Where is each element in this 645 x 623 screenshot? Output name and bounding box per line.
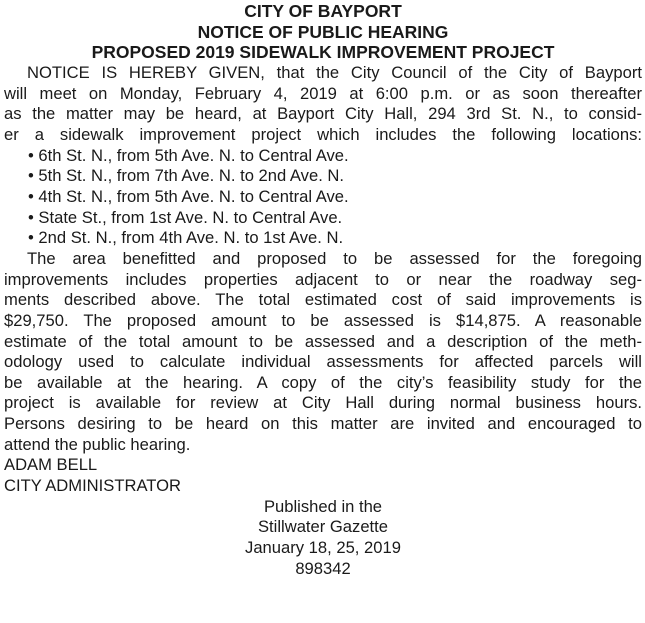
publication-dates: January 18, 25, 2019 [245,538,401,558]
list-item: • 5th St. N., from 7th Ave. N. to 2nd Ave. N. [28,166,345,186]
locations-list [4,146,642,249]
text-line: attend the public hearing. [4,434,191,454]
text-line: The area benefitted and proposed to be assessed for the foregoing [27,248,642,268]
text-line: will meet on Monday, February 4, 2019 at 6:00 p.m. or as soon thereafter [4,83,642,103]
text-line: $29,750. The proposed amount to be assessed is $14,875. A reasonable [4,310,642,330]
text-line: odology used to calculate individual assessments for affected parcels will [4,352,642,372]
signer-name: ADAM BELL [4,455,98,475]
text-line: ments described above. The total estimated cost of said improvements is [4,290,642,310]
list-item: • 4th St. N., from 5th Ave. N. to Central Ave. [28,186,349,206]
body-paragraph [4,249,642,456]
notice-number: 898342 [295,558,351,578]
city-name: CITY OF BAYPORT [244,1,402,21]
publication-info [4,497,642,580]
text-line: as the matter may be heard, at Bayport City Hall, 294 3rd St. N., to consid- [4,104,642,124]
project-title: PROPOSED 2019 SIDEWALK IMPROVEMENT PROJECT [91,42,555,63]
text-line: improvements includes properties adjacent to or near the roadway seg- [4,269,642,289]
published-in-label: Published in the [263,496,383,516]
text-line: Persons desiring to be heard on this matter are invited and encouraged to [4,414,642,434]
newspaper-name: Stillwater Gazette [257,517,389,537]
intro-paragraph [4,63,642,146]
text-line: er a sidewalk improvement project which includes the following locations: [4,124,642,144]
text-line: be available at the hearing. A copy of the city’s feasibility study for the [4,372,642,392]
notice-type: NOTICE OF PUBLIC HEARING [197,21,449,42]
text-line: estimate of the total amount to be assessed and a description of the meth- [4,331,642,351]
text-line: project is available for review at City Hall during normal business hours. [4,393,642,413]
list-item: • State St., from 1st Ave. N. to Central Ave. [28,207,343,227]
list-item: • 2nd St. N., from 4th Ave. N. to 1st Ave. N. [28,228,344,248]
list-item: • 6th St. N., from 5th Ave. N. to Central Ave. [28,145,349,165]
signature-block [4,455,642,496]
notice-header [4,1,642,63]
signer-title: CITY ADMINISTRATOR [4,476,182,496]
text-line: NOTICE IS HEREBY GIVEN, that the City Council of the City of Bayport [27,62,642,82]
